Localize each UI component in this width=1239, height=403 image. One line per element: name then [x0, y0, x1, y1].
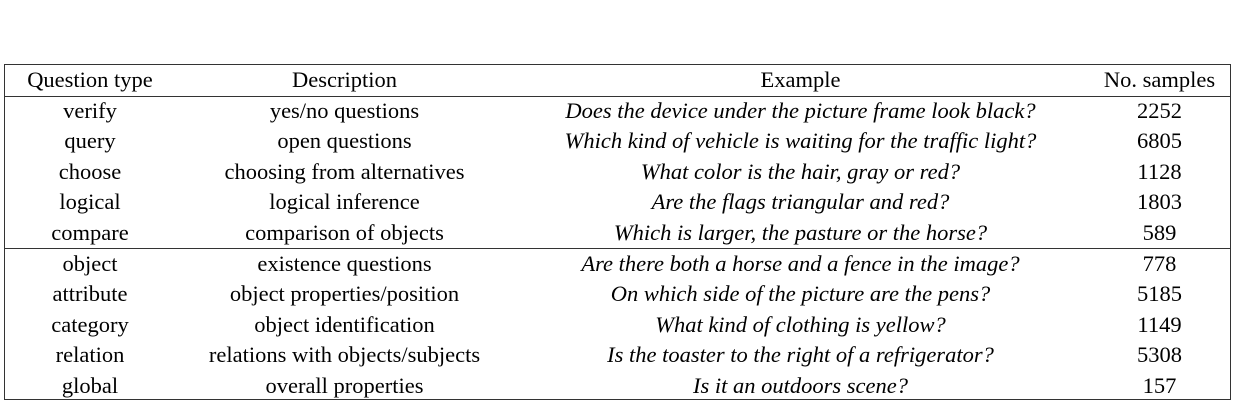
table-row — [5, 96, 1230, 126]
table-row — [5, 218, 1230, 248]
cell-type: global — [61, 372, 119, 398]
cell-samples: 589 — [1142, 219, 1177, 245]
header-example: Example — [760, 67, 841, 92]
header-question-type: Question type — [27, 67, 153, 92]
cell-type: compare — [51, 219, 129, 245]
header-description: Description — [292, 67, 397, 92]
cell-samples: 778 — [1142, 251, 1177, 276]
cell-description: object properties/position — [229, 281, 460, 307]
table-row — [5, 187, 1230, 217]
cell-example: Is it an outdoors scene? — [693, 372, 908, 398]
cell-samples: 2252 — [1137, 98, 1182, 123]
cell-samples: 1149 — [1137, 311, 1182, 337]
cell-description: choosing from alternatives — [224, 158, 465, 184]
table-row — [5, 340, 1230, 370]
question-types-table — [4, 64, 1231, 400]
cell-description: yes/no questions — [269, 98, 420, 123]
cell-type: object — [62, 251, 118, 276]
table-row — [5, 126, 1230, 156]
cell-type: relation — [55, 342, 125, 368]
cell-description: open questions — [277, 128, 412, 154]
cell-samples: 6805 — [1137, 128, 1182, 154]
cell-type: attribute — [52, 281, 128, 307]
cell-description: comparison of objects — [245, 219, 444, 245]
cell-samples: 5308 — [1137, 342, 1182, 368]
cell-type: logical — [59, 189, 121, 215]
table-row — [5, 310, 1230, 340]
cell-samples: 157 — [1142, 372, 1177, 398]
cell-example: Which is larger, the pasture or the horse? — [613, 219, 988, 245]
cell-example: Does the device under the picture frame look black? — [565, 98, 1036, 123]
cell-example: What kind of clothing is yellow? — [655, 311, 946, 337]
cell-example: Are there both a horse and a fence in the image? — [581, 251, 1020, 276]
cell-example: What color is the hair, gray or red? — [640, 158, 961, 184]
table-row — [5, 279, 1230, 309]
cell-description: relations with objects/subjects — [208, 342, 481, 368]
cell-samples: 1803 — [1137, 189, 1182, 215]
cell-example: Is the toaster to the right of a refrigerator? — [607, 342, 994, 368]
cell-example: On which side of the picture are the pens? — [610, 281, 991, 307]
table-row — [5, 371, 1230, 401]
cell-samples: 5185 — [1137, 281, 1182, 307]
cell-description: logical inference — [269, 189, 420, 215]
cell-type: choose — [58, 158, 122, 184]
cell-example: Are the flags triangular and red? — [651, 189, 950, 215]
cell-type: category — [51, 311, 129, 337]
cell-description: overall properties — [265, 372, 424, 398]
header-no-samples: No. samples — [1103, 67, 1216, 92]
table-row — [5, 157, 1230, 187]
cell-samples: 1128 — [1137, 158, 1182, 184]
cell-type: query — [64, 128, 116, 154]
cell-type: verify — [63, 98, 117, 123]
cell-description: object identification — [254, 311, 435, 337]
table-row — [5, 249, 1230, 279]
table-header-row — [5, 65, 1230, 95]
cell-description: existence questions — [257, 251, 432, 276]
cell-example: Which kind of vehicle is waiting for the traffic light? — [564, 128, 1037, 154]
